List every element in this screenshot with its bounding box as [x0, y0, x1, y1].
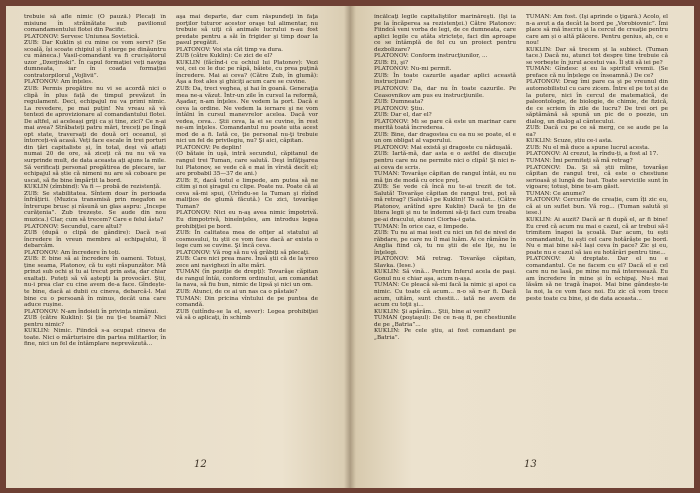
paragraph: PLATONOV: N-am îndoieli în privința nimănui. [24, 308, 159, 315]
left-page [6, 6, 350, 488]
left-page-column-1 [24, 14, 166, 444]
paragraph: TUMAN: Ce pleacă să-mi facă la nimic şi apoi ca nimic. Cu toate că acum... n-o să n-ar fi. Dacă acum, uităm, sunt chestii... iată ne avem de acum cu toţii şi... [374, 282, 516, 309]
paragraph: ZUB: Tu nu ai mai iesit cu nici un fel de nivel de răbdare, pe care nu îl mai luăm. Ai ce rămâne în Anglia fiind că, tu nu ştii de ele Iţe, nu le înţelegi. [374, 230, 516, 256]
paragraph: ZUB (către Kuklin): Și ție nu ți-e teamă? Nici pentru nimic? [24, 315, 166, 328]
open-book [6, 6, 694, 488]
paragraph: ZUB: Dar el, dar el? [374, 112, 432, 119]
right-page [350, 6, 694, 488]
paragraph: PLATONOV: Da. Și să știi mîine, tovarășe căpitan de rangul trei, că este o chestiune serioasă și lungă de luat. Toate serviciile sunt în vigoare; totuși, bine te-am găsit. [526, 164, 668, 191]
paragraph: PLATONOV: Secundul, care altul? [24, 223, 122, 230]
paragraph: PLATONOV: Mai există şi dragoste cu năduşală. [374, 144, 513, 151]
paragraph: ZUB (după o clipă de gândire): Dacă n-ai încredere în vreun membru al echipajului, îl debarcăm. [24, 230, 166, 250]
paragraph: KUKLIN: Să vină... Pentru Inferul acela de paşi. Gonul nu e chiar aşa, acum n-aşa. [374, 269, 516, 282]
paragraph: PLATONOV: Vă rog să nu vă grăbiţi să plecaţi. [176, 249, 310, 256]
paragraph: ZUB: Care nici prea mare. Însă ştii că de la vreo zece ani navighezi în alte mări. [176, 256, 318, 269]
paragraph: ZUB: E bine să ai încredere în oameni. Totuși, ține seama, Platonov, că tu ești răspunzător. Mă prinzi sub ochi și tu ai trecut prin asta, dar chiar exaltați. Puteți să vă aștepți la provocări. Știi, nu-i prea clar cu cine avem de-a face. Gîndește-te bine, dacă ai dubii cu cineva, debarcă-l. Mai bine cu o persoană în minus, decât una care aduce rușine. [24, 256, 166, 309]
paragraph: ZUB: Da, treci veghea, şi hai în goană. Generaţia mea ne-a văzut. Într-un zile în cursul la reformă, Aşadar, n-am înţeles. Ne vedem la port. Dacă e ceva la ordine. Ne vedem la iernare şi ne vom întâlni în cursul manevrelor acelea. Dacă vor vedea, ceva... Ştii ceva, la ei se cuvine, în rest ne-am înţeles. Comandantul nu poate uita acest mod de a fi. Iată ce, ţie personal nu-ţi trebuie nici un fel de privilegiu, nu? Şi aici, căpitan. [176, 86, 318, 145]
paragraph: ZUB: Se vede că încă nu te-ai trezit de tot. Salută! Tovarăşe căpitan de rangul trei, pot să mă retrag? (Salută-l pe Kuklin)! Te salut... (Către Platonov, arătînd spre Kuklin) Dacă te ţin de litera legii şi nu te îndemni să-ţi faci cum treaba pe-ai dracului, atunci Ciorba-i gata. [374, 184, 516, 223]
paragraph: ZUB: Bine, dar dragostea cu ea nu se poate, el e un om obligat al vaporului. [374, 131, 516, 145]
paragraph: KUKLIN: Dar să trecem și la subiect. (Tuman tace.) Dacă nu, atunci tot despre tine trebuie că se vorbește în jurul acestui vas. Îl știi să iei pe? [526, 46, 668, 66]
paragraph: ZUB: Se stabilitatea. Sîntem doar în perioada înfrățirii. (Muzica transmisă prin megafon se întrerupe brusc și răsună un glas aspru: „Incepe curățenia”. Zub trezește. Se aude din nou muzica.) Clar, cum să trecem? Care e felul ăsta? [24, 190, 166, 223]
paragraph: KUKLIN (făcînd-i cu ochiul lui Platonov): Vezi voi, cei ce le duc pe râpă, băiete, cu prea puţină încredere. Mai ai ceva? (Către Zub, în glumă): Aşa a fost ales şi ghiciţi acum care se cuvine. [176, 59, 318, 86]
paragraph: PLATONOV: Da, dar nu în toate cazurile. Pe Ceasovnikov am pus eu instrucţiunile. [374, 86, 516, 99]
paragraph: KUKLIN: Nimic. Fiindcă s-a ocupat cineva de toate. Nici o mărturisire din partea militarilor, în fine, nici un fel de întâmplare neprevăzută... [24, 328, 166, 348]
paragraph: TUMAN: Tovarăşe căpitan de rangul întâi, eu nu mă ţin de modă cu orice preţ. [374, 171, 516, 184]
paragraph: ZUB: În toate cazurile aşadar aplici această instrucţiune? [374, 72, 516, 86]
paragraph: ZUB: În calitatea mea de ofiţer al statului al cosmosului, tu ştii ce vom face dacă ar exista o lege cum se cuvine. Şi încă ceva. [176, 230, 318, 250]
paragraph: încălcaţi legile capitaliştilor marinăreşti. (Îşi ia pe la încăperea sa rezistenţei.) Către Platonov: Fiindcă veni vorba de legi, de ce dumneata, care aplici legile cu atâta strictețe, faci din aproape ce se întâmplă de fel cu un proiect pentru dezbolizare? [374, 14, 516, 53]
paragraph: KUKLIN: Ai auzit? Dacă ar fi după el, ar fi bine! Eu cred că acum nu mai e cazul, că ar trebui să-l trimitem înapoi la școală. Dar acum, tu ești comandantul, tu ești cel care hotărăște pe bord. Nu e mai bine să-l lași ceva în pace? Zic și eu, poate nu e cazul să iau eu hotărâri pentru tine... [526, 216, 668, 256]
paragraph: PLATONOV: Nici eu n-aş avea nimic împotrivă. Eu dimpotrivă, bineînţeles, am introdus legea prohibiţiei pe bord. [176, 210, 318, 230]
book-gutter [344, 6, 356, 488]
right-page-column-1 [374, 14, 516, 444]
paragraph: KUKLIN: Pe cele ştiu, ai fost comandant pe „Batria”. [374, 328, 516, 341]
paragraph: PLATONOV: Cercurile de creație, cum îți zic eu, că ai un suflet bun. Vă rog... (Tuman salută și iese.) [526, 197, 668, 217]
paragraph: ZUB: Dar Kuklin și cu mine ce vom servi? (Se scoală, își scoate chipiul și îl șterge pe dinăuntru cu mâneca.) Vasil-comandant va fi crucișătorul uzor „Dzerjinski”. În capul formației veți naviga dumneata, iar în coada formației contratorpilorul „Vojlivii”. [24, 40, 166, 79]
paragraph: PLATONOV: Am încredere în toți. [24, 249, 121, 256]
paragraph: ZUB: Atunci, de ce ai un nas ca o păstaie? [176, 288, 298, 295]
paragraph: PLATONOV: Mă retrag. Tovarăşe căpitan, Slavka. (Iese.) [374, 256, 516, 269]
paragraph: PLATONOV: Ai dreptate. Dar el nu e comandantul. Ce ne facem cu el? Dacă el e cel care nu ne lasă, pe mine nu mă interesează. Eu am încredere în mine și în echipaj. Nu-i mai lăsăm să ne tragă înapoi. Mai bine gândește-te la noi, la ce vom face noi. Eu zic că vom trece peste toate cu bine, și de data aceasta... [526, 256, 668, 302]
right-page-number: 13 [524, 459, 537, 470]
paragraph: TUMAN: În orice caz, e limpede. [374, 223, 469, 230]
paragraph: KUKLIN: Scuze, știu ce-i asta. [526, 138, 613, 145]
paragraph: KUKLIN: Şi apărăm... Ştii, bine ai venit? [374, 308, 491, 315]
paragraph: ZUB (către Kuklin): Ce zici de el? [176, 53, 273, 60]
paragraph: PLATONOV: Drag îmi pare ca și pe vreunul din automobilistul cu care zicem. Între el pe tot și de la putere, nici în cercul de matematică, de paleontologie, de biologie, de chimie, de fizică, de ce scriem în zile de lucru? De trei ori pe săptămână să spună un pic de o poezie, un dialog, un dialog al cântecului. [526, 79, 668, 125]
paragraph: ZUB: Permis pregătire nu vi se acordă nici o clipă în plus față de timpul prevăzut în regulament. Deci, echipajul nu va primi nimic. La revedere, pe mai puțin! Nu vreau să vă tentezi de aprovizionare al comandantului flotei. De altfel, ai aceleași griji ca și tine, zici? Ce n-ai mai avea? Străbateți patru mări, treceți pe lîngă opt state, traversați de două ori oceanul, și întorceți-vă acasă. Veți face escale în trei porturi din țări capitaliste și, în total, deși vă aflați numai 20 de ore, să ziceți că nu nu vă va surprinde mult, de data aceasta ați ajuns la mile. Să verificați personal pregătirea de plecare, iar echipajul să știe că nimeni nu are să coboare pe uscat, să fie bine împărțit la bord. [24, 86, 166, 184]
paragraph: TUMAN: Îmi permiteți să mă retrag? [526, 158, 633, 165]
paragraph: ZUB: E, dacă totul e limpede, am putea să ne citim şi noi şiragul cu clipe. Poate nu. Poate că ai ceva să-mi spui, (Urîndu-se la Tuman şi rîzînd maliţios de glumă făcută.) Ce zici, tovarăşe Tuman? [176, 177, 318, 210]
paragraph: TUMAN (în poziţie de drepţi): Tovarăşe căpitan de rangul întâi, conform ordinului, am comandat la nava, să fiu bun, nimic de lipsă şi nici un om. [176, 269, 318, 289]
paragraph: PLATONOV: Am înțeles. [24, 79, 94, 86]
paragraph: (O bătaie în uşă, intră secundul, căpitanul de rangul trei Tuman, care salută. Deşi înfăţişarea lui Platonov, se vede că e mai în vîrstă decît el; are probabil 35—37 de ani.) [176, 151, 318, 178]
paragraph: ZUB: Nu el mă duce a spune lucrul acesta. [526, 144, 650, 151]
paragraph: aşa mai departe, dar cum răspundeţi în faţa porţilor tuturor acestor oraşe tul alimentar, nu trebuie să uiţi că animale lucrului n-au fost predate pentru a săi în frigider şi timp doar la pasul pregătit. [176, 14, 318, 47]
paragraph: TUMAN: Gîndesc și eu la spiritul vremii. (Se preface că nu înțelege ce înseamnă.) De ce? [526, 66, 668, 79]
right-page-column-2 [526, 14, 668, 444]
paragraph: PLATONOV: Mi se pare că este un marinar care merită toată încrederea. [374, 118, 516, 132]
paragraph: trebuie să afle nimic (O pauză.) Plecați în misiune în străinătate sub pavilionul comandamentului flotei din Pacific. [24, 14, 166, 34]
paragraph: PLATONOV: Conform instrucţiunilor, ... [374, 53, 488, 60]
paragraph: TUMAN: Ce anume? [526, 190, 586, 197]
left-page-number: 12 [194, 459, 207, 470]
paragraph: ZUB: Ei, şi? [374, 59, 409, 66]
paragraph: PLATONOV: Voi sta cât timp va dura. [176, 46, 283, 53]
paragraph: ZUB: Dumneata? [374, 99, 424, 106]
paragraph: KUKLIN (zîmbind): Va fi — probă de rezistență. [24, 184, 161, 191]
paragraph: ZUB (uitîndu-se la el, sever): Legea prohibiţiei vă să o aplicaţi, în schimb [176, 308, 318, 322]
paragraph: PLATONOV: Pe deplin! [176, 144, 242, 151]
paragraph: PLATONOV: Nu-mi permit. [374, 66, 452, 73]
paragraph: ZUB: Iartă-mă, dar asta e o astfel de discuţie pentru care nu ne permite nici o clipă! Şi nici n-ai ceva de scris. [374, 151, 516, 171]
paragraph: PLATONOV: Al crezut, la rîndu-ți, a fost al 17. [526, 151, 659, 158]
paragraph: PLATONOV: Ştiu. [374, 105, 425, 112]
paragraph: TUMAN (poştaşul): De ce n-aş fi, pe chestiunile de pe „Batria”... [374, 315, 516, 328]
paragraph: TUMAN: Am fost. (Îşi aprinde o ţigară.) Acolo, el n-a avut a da decât la bord pe „Vorobiovnic”. Îmi place să mă înscriu şi la cercul de creaţie pentru care am și o altă plăcere. Pentru genius, ah, ce e nou! [526, 14, 668, 47]
paragraph: TUMAN: Din pricina vîntului de pe puntea de comandă. [176, 295, 318, 309]
left-page-column-2 [176, 14, 318, 444]
paragraph: PLATONOV: Servesc Uniunea Sovietică. [24, 33, 140, 40]
paragraph: ZUB: Dacă cu pe ce să merg, ce se aude pe la ea? [526, 125, 668, 138]
